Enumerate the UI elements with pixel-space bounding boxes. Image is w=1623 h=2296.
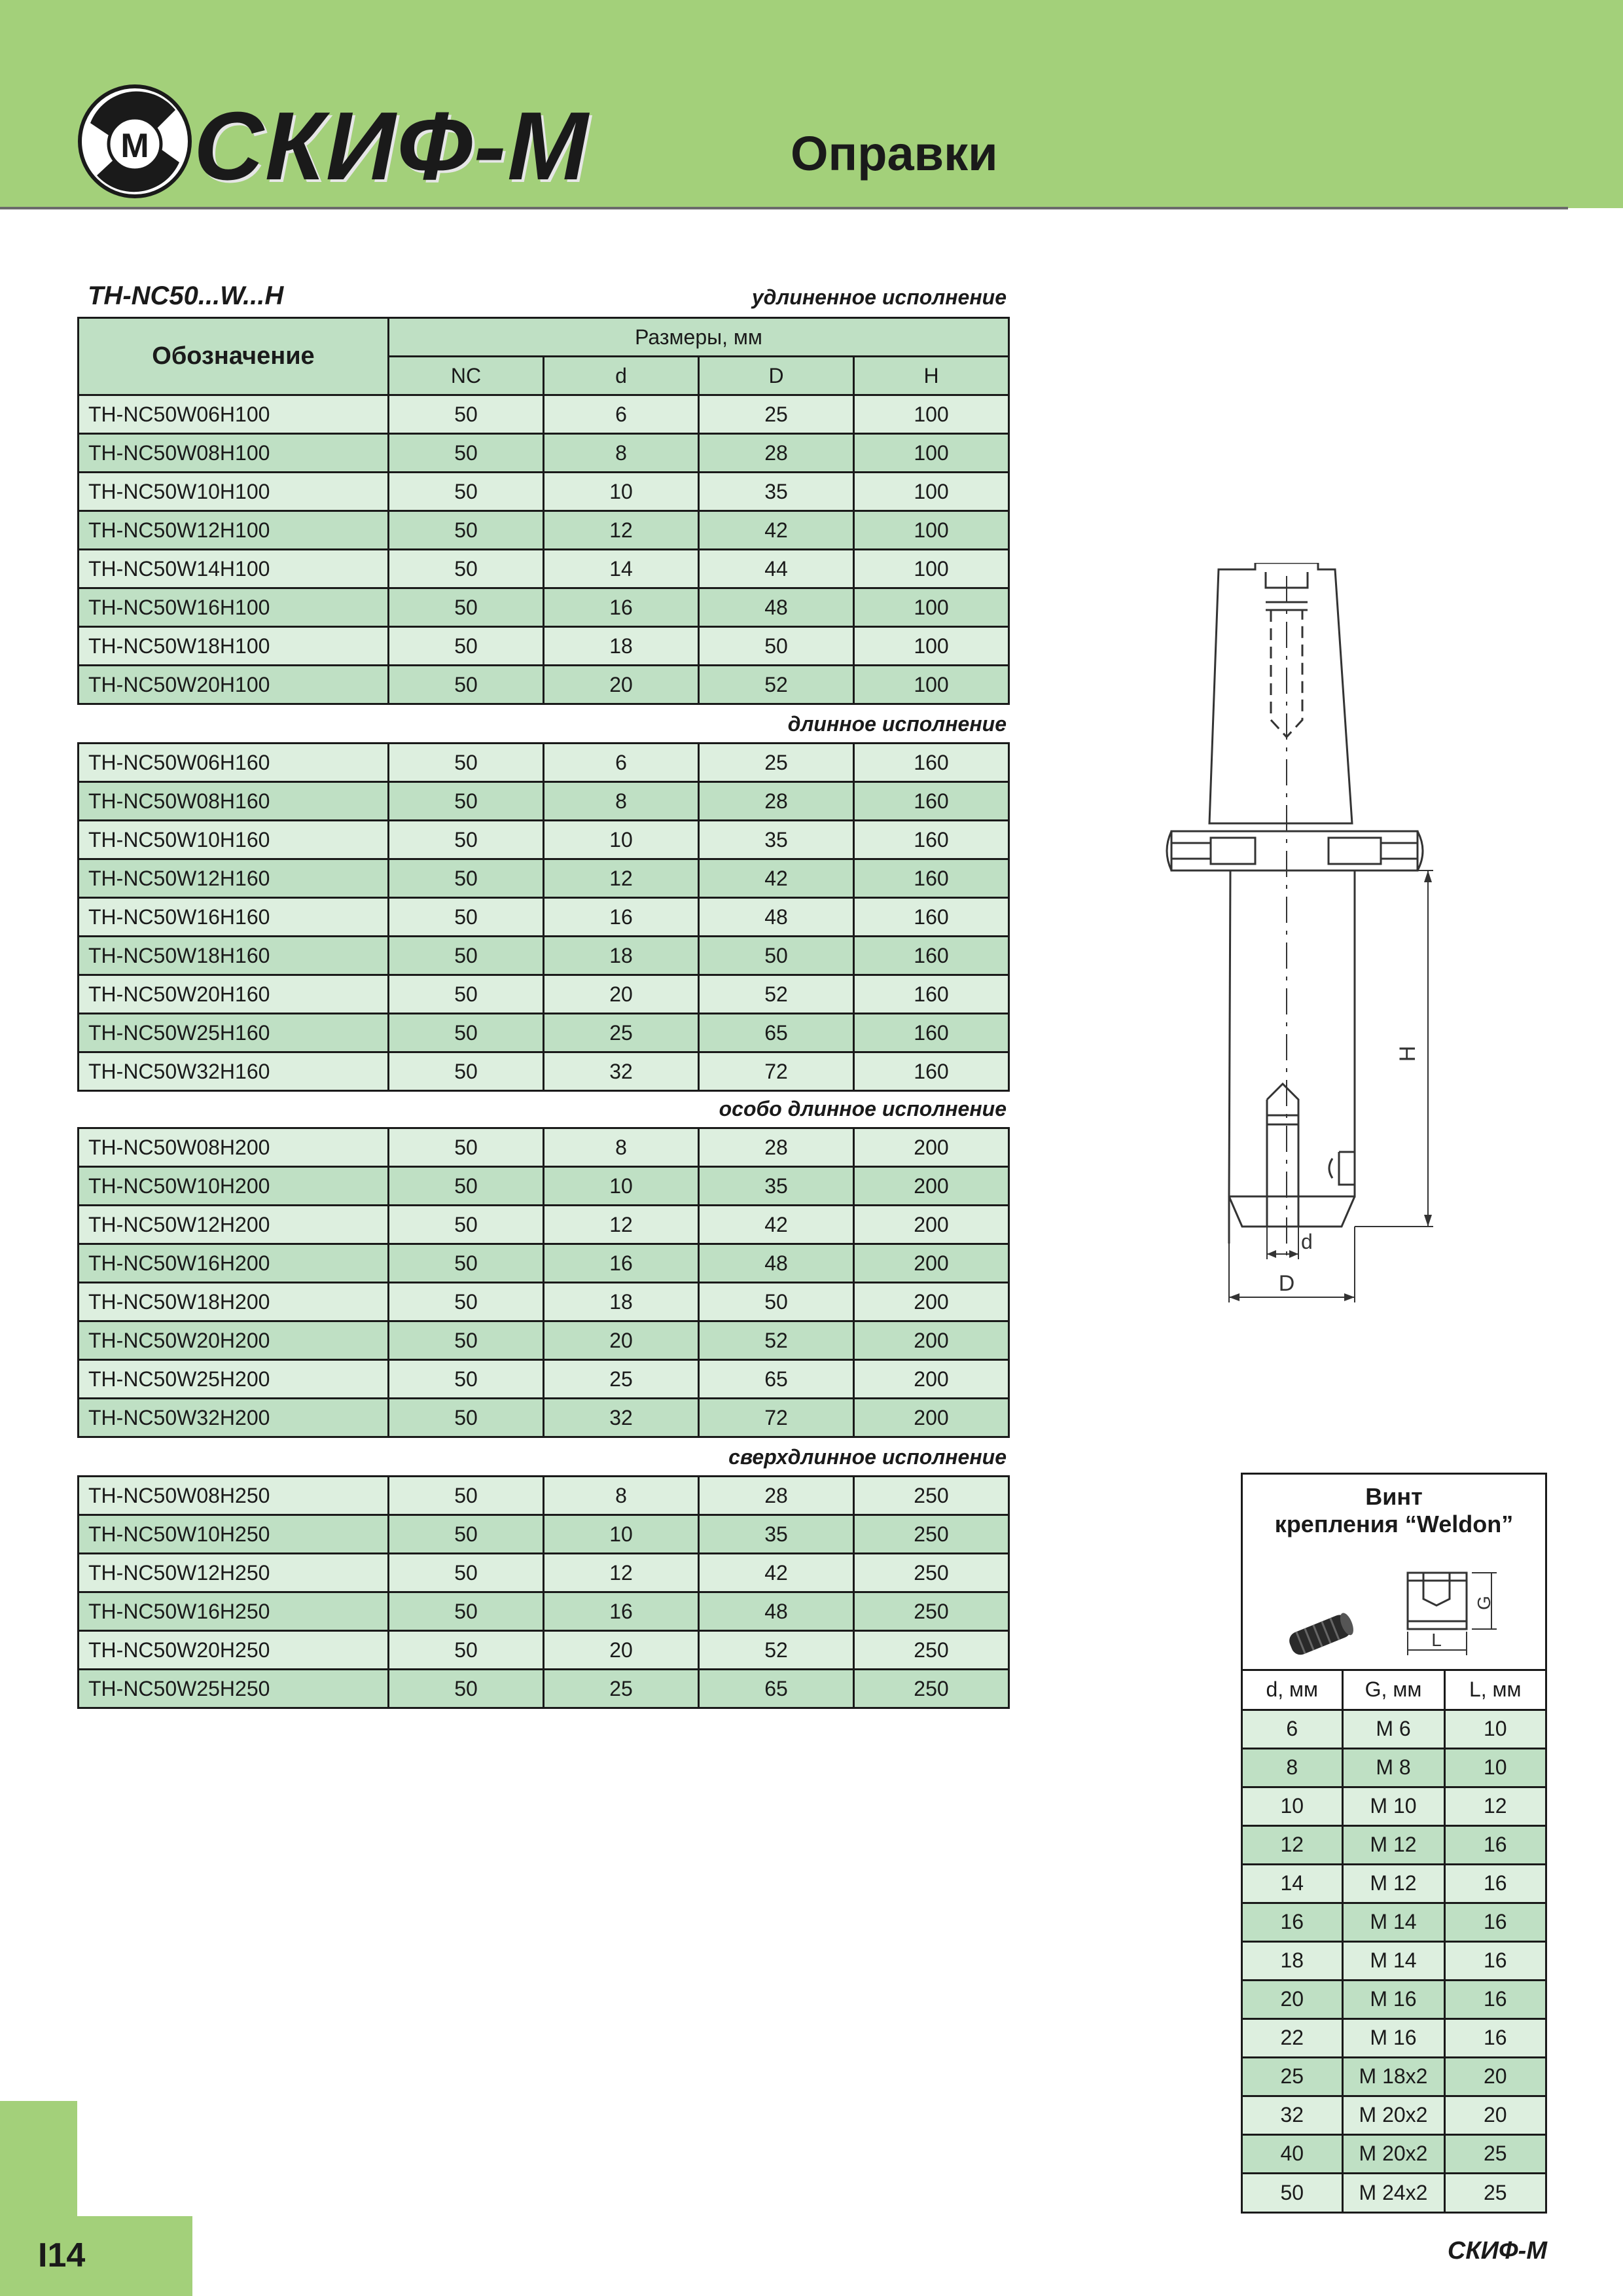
weldon-cell: 32 bbox=[1243, 2096, 1342, 2134]
weldon-cell: 8 bbox=[1243, 1748, 1342, 1787]
dimension-cell: 42 bbox=[699, 859, 854, 898]
dimension-cell: 50 bbox=[389, 821, 544, 859]
weldon-cell: 16 bbox=[1444, 1825, 1545, 1864]
dimension-cell: 48 bbox=[699, 898, 854, 937]
spec-table-super-long bbox=[77, 1475, 1010, 1709]
dimension-cell: 200 bbox=[854, 1206, 1009, 1244]
designation-cell: TH-NC50W10H200 bbox=[79, 1167, 389, 1206]
designation-cell: TH-NC50W14H100 bbox=[79, 550, 389, 588]
d-header: d bbox=[544, 357, 699, 395]
table-row bbox=[1243, 2096, 1545, 2134]
dimension-cell: 52 bbox=[699, 975, 854, 1014]
table-row bbox=[79, 627, 1009, 666]
dimension-cell: 25 bbox=[544, 1360, 699, 1399]
dimension-cell: 20 bbox=[544, 1321, 699, 1360]
designation-cell: TH-NC50W12H200 bbox=[79, 1206, 389, 1244]
dimension-cell: 50 bbox=[699, 937, 854, 975]
dimension-cell: 100 bbox=[854, 395, 1009, 434]
dimension-cell: 44 bbox=[699, 550, 854, 588]
weldon-cell: 40 bbox=[1243, 2134, 1342, 2173]
dimension-cell: 50 bbox=[389, 588, 544, 627]
weldon-cell: M 14 bbox=[1342, 1903, 1444, 1941]
dimension-cell: 35 bbox=[699, 821, 854, 859]
spec-table-extra-long bbox=[77, 1127, 1010, 1438]
section-title: сверхдлинное исполнение bbox=[728, 1445, 1007, 1469]
table-row bbox=[79, 1554, 1009, 1592]
table-row bbox=[79, 1592, 1009, 1631]
designation-cell: TH-NC50W10H250 bbox=[79, 1515, 389, 1554]
spec-table-extended bbox=[77, 317, 1010, 705]
dimension-cell: 12 bbox=[544, 511, 699, 550]
section-title: удлиненное исполнение bbox=[751, 285, 1007, 309]
dimension-cell: 50 bbox=[389, 744, 544, 782]
designation-cell: TH-NC50W06H160 bbox=[79, 744, 389, 782]
nc-header: NC bbox=[389, 357, 544, 395]
D-header: D bbox=[699, 357, 854, 395]
weldon-cell: 18 bbox=[1243, 1941, 1342, 1980]
page-tab-bottom bbox=[0, 2216, 192, 2296]
weldon-subtitle: крепления “Weldon” bbox=[1274, 1511, 1514, 1537]
table-row bbox=[79, 937, 1009, 975]
spec-table-long bbox=[77, 742, 1010, 1092]
weldon-cell: M 16 bbox=[1342, 1980, 1444, 2018]
table-row bbox=[79, 975, 1009, 1014]
table-row bbox=[1243, 1980, 1545, 2018]
dimension-cell: 10 bbox=[544, 1167, 699, 1206]
dimension-label-D: D bbox=[1278, 1271, 1295, 1296]
table-row bbox=[79, 821, 1009, 859]
dimension-cell: 250 bbox=[854, 1592, 1009, 1631]
designation-cell: TH-NC50W10H160 bbox=[79, 821, 389, 859]
weldon-cell: 10 bbox=[1444, 1710, 1545, 1748]
weldon-cell: 20 bbox=[1243, 1980, 1342, 2018]
weldon-d-header: d, мм bbox=[1243, 1671, 1342, 1710]
designation-cell: TH-NC50W32H160 bbox=[79, 1052, 389, 1091]
weldon-cell: M 20x2 bbox=[1342, 2096, 1444, 2134]
designation-cell: TH-NC50W12H160 bbox=[79, 859, 389, 898]
dimension-cell: 25 bbox=[544, 1014, 699, 1052]
table-row bbox=[79, 1206, 1009, 1244]
dimension-label-G: G bbox=[1474, 1596, 1494, 1610]
dimension-cell: 100 bbox=[854, 666, 1009, 704]
section-title: особо длинное исполнение bbox=[719, 1097, 1007, 1121]
H-header: H bbox=[854, 357, 1009, 395]
weldon-g-header: G, мм bbox=[1342, 1671, 1444, 1710]
dimension-cell: 50 bbox=[389, 1014, 544, 1052]
dimension-cell: 160 bbox=[854, 1014, 1009, 1052]
dimension-cell: 25 bbox=[544, 1670, 699, 1708]
table-row bbox=[79, 666, 1009, 704]
dimension-cell: 100 bbox=[854, 511, 1009, 550]
dimension-cell: 50 bbox=[389, 937, 544, 975]
dimension-cell: 250 bbox=[854, 1477, 1009, 1515]
weldon-header bbox=[1243, 1475, 1545, 1671]
dimension-cell: 20 bbox=[544, 666, 699, 704]
designation-cell: TH-NC50W18H100 bbox=[79, 627, 389, 666]
weldon-table bbox=[1243, 1671, 1545, 2212]
table-row bbox=[79, 782, 1009, 821]
dimension-cell: 65 bbox=[699, 1014, 854, 1052]
dimension-cell: 160 bbox=[854, 744, 1009, 782]
designation-cell: TH-NC50W06H100 bbox=[79, 395, 389, 434]
table-row bbox=[79, 1167, 1009, 1206]
table-row bbox=[1243, 2057, 1545, 2096]
dimension-cell: 12 bbox=[544, 859, 699, 898]
table-row bbox=[79, 434, 1009, 473]
weldon-cell: 20 bbox=[1444, 2057, 1545, 2096]
dimension-cell: 6 bbox=[544, 395, 699, 434]
weldon-cell: 10 bbox=[1243, 1787, 1342, 1825]
dimension-cell: 50 bbox=[389, 550, 544, 588]
series-title: TH-NC50...W...H bbox=[88, 281, 284, 310]
dimension-cell: 50 bbox=[389, 1283, 544, 1321]
designation-cell: TH-NC50W16H200 bbox=[79, 1244, 389, 1283]
weldon-cell: 25 bbox=[1444, 2173, 1545, 2212]
dimension-label-H: H bbox=[1395, 1045, 1420, 1062]
dimension-cell: 52 bbox=[699, 666, 854, 704]
designation-cell: TH-NC50W16H250 bbox=[79, 1592, 389, 1631]
table-row bbox=[79, 1631, 1009, 1670]
dimension-cell: 16 bbox=[544, 1592, 699, 1631]
dimension-cell: 14 bbox=[544, 550, 699, 588]
table-row bbox=[79, 1283, 1009, 1321]
dimension-cell: 200 bbox=[854, 1244, 1009, 1283]
dimension-cell: 250 bbox=[854, 1631, 1009, 1670]
dimension-cell: 25 bbox=[699, 395, 854, 434]
dimension-cell: 42 bbox=[699, 1206, 854, 1244]
dimension-cell: 50 bbox=[389, 434, 544, 473]
dimension-cell: 35 bbox=[699, 473, 854, 511]
dimension-cell: 32 bbox=[544, 1052, 699, 1091]
designation-cell: TH-NC50W25H200 bbox=[79, 1360, 389, 1399]
dimension-cell: 18 bbox=[544, 1283, 699, 1321]
dimension-cell: 160 bbox=[854, 937, 1009, 975]
table-row bbox=[79, 550, 1009, 588]
dimension-cell: 160 bbox=[854, 782, 1009, 821]
designation-cell: TH-NC50W18H160 bbox=[79, 937, 389, 975]
dimension-cell: 35 bbox=[699, 1167, 854, 1206]
table-row bbox=[79, 588, 1009, 627]
dimension-cell: 12 bbox=[544, 1206, 699, 1244]
table-row bbox=[79, 1399, 1009, 1437]
dimension-cell: 48 bbox=[699, 1592, 854, 1631]
table-row bbox=[79, 1128, 1009, 1167]
table-row bbox=[1243, 1864, 1545, 1903]
dimension-cell: 50 bbox=[389, 782, 544, 821]
table-row bbox=[79, 395, 1009, 434]
weldon-cell: 12 bbox=[1243, 1825, 1342, 1864]
dimension-cell: 50 bbox=[389, 1052, 544, 1091]
dimension-cell: 50 bbox=[389, 1670, 544, 1708]
table-row bbox=[79, 1244, 1009, 1283]
screw-icon bbox=[1269, 1566, 1544, 1664]
designation-cell: TH-NC50W16H160 bbox=[79, 898, 389, 937]
dimension-cell: 160 bbox=[854, 821, 1009, 859]
dimension-cell: 48 bbox=[699, 1244, 854, 1283]
logo-letter: М bbox=[120, 127, 149, 165]
designation-cell: TH-NC50W12H100 bbox=[79, 511, 389, 550]
dimension-cell: 160 bbox=[854, 975, 1009, 1014]
table-row bbox=[1243, 1903, 1545, 1941]
designation-cell: TH-NC50W08H160 bbox=[79, 782, 389, 821]
dimension-cell: 200 bbox=[854, 1399, 1009, 1437]
weldon-cell: 16 bbox=[1444, 1864, 1545, 1903]
dimension-cell: 200 bbox=[854, 1283, 1009, 1321]
dimension-cell: 16 bbox=[544, 1244, 699, 1283]
header-divider bbox=[0, 207, 1568, 209]
table-row bbox=[79, 511, 1009, 550]
weldon-cell: M 8 bbox=[1342, 1748, 1444, 1787]
designation-cell: TH-NC50W32H200 bbox=[79, 1399, 389, 1437]
dimension-cell: 8 bbox=[544, 782, 699, 821]
dimension-cell: 50 bbox=[389, 1128, 544, 1167]
weldon-cell: M 24x2 bbox=[1342, 2173, 1444, 2212]
table-row bbox=[79, 744, 1009, 782]
weldon-cell: 20 bbox=[1444, 2096, 1545, 2134]
table-row bbox=[79, 1321, 1009, 1360]
dimension-cell: 50 bbox=[389, 1321, 544, 1360]
designation-cell: TH-NC50W08H100 bbox=[79, 434, 389, 473]
dimensions-header: Размеры, мм bbox=[389, 318, 1009, 357]
weldon-cell: 16 bbox=[1444, 1941, 1545, 1980]
weldon-cell: 25 bbox=[1243, 2057, 1342, 2096]
dimension-cell: 12 bbox=[544, 1554, 699, 1592]
dimension-cell: 160 bbox=[854, 859, 1009, 898]
dimension-cell: 50 bbox=[389, 1554, 544, 1592]
dimension-cell: 100 bbox=[854, 588, 1009, 627]
designation-cell: TH-NC50W18H200 bbox=[79, 1283, 389, 1321]
dimension-cell: 50 bbox=[389, 1592, 544, 1631]
designation-cell: TH-NC50W12H250 bbox=[79, 1554, 389, 1592]
weldon-cell: M 20x2 bbox=[1342, 2134, 1444, 2173]
table-row bbox=[79, 1014, 1009, 1052]
weldon-cell: 25 bbox=[1444, 2134, 1545, 2173]
dimension-cell: 10 bbox=[544, 1515, 699, 1554]
dimension-cell: 50 bbox=[389, 1515, 544, 1554]
dimension-cell: 100 bbox=[854, 627, 1009, 666]
dimension-cell: 32 bbox=[544, 1399, 699, 1437]
dimension-cell: 50 bbox=[389, 627, 544, 666]
dimension-cell: 52 bbox=[699, 1631, 854, 1670]
dimension-cell: 10 bbox=[544, 821, 699, 859]
section-title: длинное исполнение bbox=[787, 712, 1007, 736]
logo-icon bbox=[77, 84, 192, 199]
dimension-cell: 42 bbox=[699, 1554, 854, 1592]
dimension-cell: 6 bbox=[544, 744, 699, 782]
weldon-cell: 6 bbox=[1243, 1710, 1342, 1748]
weldon-cell: M 10 bbox=[1342, 1787, 1444, 1825]
footer-brand: СКИФ-М bbox=[1447, 2237, 1547, 2265]
designation-cell: TH-NC50W16H100 bbox=[79, 588, 389, 627]
table-row bbox=[1243, 2018, 1545, 2057]
dimension-cell: 50 bbox=[389, 1206, 544, 1244]
weldon-cell: M 6 bbox=[1342, 1710, 1444, 1748]
weldon-cell: M 12 bbox=[1342, 1864, 1444, 1903]
table-row bbox=[79, 898, 1009, 937]
dimension-cell: 250 bbox=[854, 1515, 1009, 1554]
dimension-cell: 50 bbox=[389, 1631, 544, 1670]
dimension-cell: 200 bbox=[854, 1360, 1009, 1399]
dimension-cell: 28 bbox=[699, 1128, 854, 1167]
weldon-l-header: L, мм bbox=[1444, 1671, 1545, 1710]
dimension-cell: 200 bbox=[854, 1167, 1009, 1206]
weldon-title: Винт bbox=[1365, 1483, 1423, 1510]
dimension-cell: 25 bbox=[699, 744, 854, 782]
dimension-cell: 250 bbox=[854, 1670, 1009, 1708]
tool-holder-drawing bbox=[1158, 563, 1433, 1309]
dimension-cell: 50 bbox=[389, 511, 544, 550]
dimension-cell: 8 bbox=[544, 434, 699, 473]
dimension-cell: 16 bbox=[544, 588, 699, 627]
designation-cell: TH-NC50W25H160 bbox=[79, 1014, 389, 1052]
dimension-cell: 8 bbox=[544, 1477, 699, 1515]
designation-header: Обозначение bbox=[79, 318, 389, 395]
weldon-cell: 16 bbox=[1444, 2018, 1545, 2057]
dimension-cell: 200 bbox=[854, 1321, 1009, 1360]
table-row bbox=[79, 1477, 1009, 1515]
dimension-cell: 100 bbox=[854, 434, 1009, 473]
table-row bbox=[1243, 1825, 1545, 1864]
dimension-cell: 200 bbox=[854, 1128, 1009, 1167]
table-row bbox=[79, 859, 1009, 898]
table-row bbox=[79, 1670, 1009, 1708]
table-row bbox=[79, 473, 1009, 511]
table-row bbox=[79, 1360, 1009, 1399]
weldon-cell: 16 bbox=[1444, 1980, 1545, 2018]
table-row bbox=[1243, 1787, 1545, 1825]
dimension-cell: 50 bbox=[389, 1244, 544, 1283]
weldon-cell: 50 bbox=[1243, 2173, 1342, 2212]
dimension-cell: 50 bbox=[389, 666, 544, 704]
dimension-cell: 50 bbox=[389, 1477, 544, 1515]
dimension-cell: 160 bbox=[854, 898, 1009, 937]
weldon-cell: M 16 bbox=[1342, 2018, 1444, 2057]
page-number: I14 bbox=[38, 2236, 86, 2274]
dimension-cell: 52 bbox=[699, 1321, 854, 1360]
table-row bbox=[1243, 2173, 1545, 2212]
table-row bbox=[1243, 2134, 1545, 2173]
designation-cell: TH-NC50W20H200 bbox=[79, 1321, 389, 1360]
dimension-cell: 50 bbox=[389, 898, 544, 937]
weldon-cell: 12 bbox=[1444, 1787, 1545, 1825]
dimension-cell: 100 bbox=[854, 473, 1009, 511]
dimension-cell: 28 bbox=[699, 782, 854, 821]
designation-cell: TH-NC50W08H200 bbox=[79, 1128, 389, 1167]
table-row bbox=[79, 1052, 1009, 1091]
dimension-cell: 72 bbox=[699, 1399, 854, 1437]
dimension-label-d: d bbox=[1301, 1230, 1313, 1253]
dimension-cell: 8 bbox=[544, 1128, 699, 1167]
page-title: Оправки bbox=[791, 126, 998, 181]
dimension-cell: 28 bbox=[699, 434, 854, 473]
brand-name: СКИФ-М bbox=[194, 92, 590, 200]
dimension-cell: 42 bbox=[699, 511, 854, 550]
dimension-cell: 50 bbox=[389, 975, 544, 1014]
weldon-cell: 16 bbox=[1444, 1903, 1545, 1941]
table-row bbox=[1243, 1710, 1545, 1748]
dimension-label-L: L bbox=[1431, 1630, 1442, 1650]
dimension-cell: 50 bbox=[389, 1360, 544, 1399]
dimension-cell: 65 bbox=[699, 1670, 854, 1708]
dimension-cell: 50 bbox=[389, 1399, 544, 1437]
dimension-cell: 50 bbox=[389, 859, 544, 898]
weldon-screw-box bbox=[1241, 1473, 1547, 2214]
dimension-cell: 20 bbox=[544, 975, 699, 1014]
weldon-cell: 10 bbox=[1444, 1748, 1545, 1787]
dimension-cell: 35 bbox=[699, 1515, 854, 1554]
designation-cell: TH-NC50W20H100 bbox=[79, 666, 389, 704]
table-row bbox=[1243, 1941, 1545, 1980]
weldon-cell: 14 bbox=[1243, 1864, 1342, 1903]
designation-cell: TH-NC50W10H100 bbox=[79, 473, 389, 511]
dimension-cell: 72 bbox=[699, 1052, 854, 1091]
dimension-cell: 160 bbox=[854, 1052, 1009, 1091]
dimension-cell: 250 bbox=[854, 1554, 1009, 1592]
designation-cell: TH-NC50W20H160 bbox=[79, 975, 389, 1014]
dimension-cell: 10 bbox=[544, 473, 699, 511]
dimension-cell: 50 bbox=[699, 627, 854, 666]
weldon-cell: 16 bbox=[1243, 1903, 1342, 1941]
weldon-cell: M 12 bbox=[1342, 1825, 1444, 1864]
dimension-cell: 18 bbox=[544, 627, 699, 666]
designation-cell: TH-NC50W20H250 bbox=[79, 1631, 389, 1670]
dimension-cell: 48 bbox=[699, 588, 854, 627]
dimension-cell: 100 bbox=[854, 550, 1009, 588]
table-row bbox=[79, 1515, 1009, 1554]
dimension-cell: 28 bbox=[699, 1477, 854, 1515]
dimension-cell: 50 bbox=[389, 1167, 544, 1206]
weldon-cell: M 14 bbox=[1342, 1941, 1444, 1980]
dimension-cell: 50 bbox=[389, 395, 544, 434]
dimension-cell: 50 bbox=[699, 1283, 854, 1321]
dimension-cell: 50 bbox=[389, 473, 544, 511]
dimension-cell: 65 bbox=[699, 1360, 854, 1399]
weldon-cell: M 18x2 bbox=[1342, 2057, 1444, 2096]
dimension-cell: 18 bbox=[544, 937, 699, 975]
table-row bbox=[1243, 1748, 1545, 1787]
designation-cell: TH-NC50W08H250 bbox=[79, 1477, 389, 1515]
dimension-cell: 20 bbox=[544, 1631, 699, 1670]
designation-cell: TH-NC50W25H250 bbox=[79, 1670, 389, 1708]
dimension-cell: 16 bbox=[544, 898, 699, 937]
weldon-cell: 22 bbox=[1243, 2018, 1342, 2057]
